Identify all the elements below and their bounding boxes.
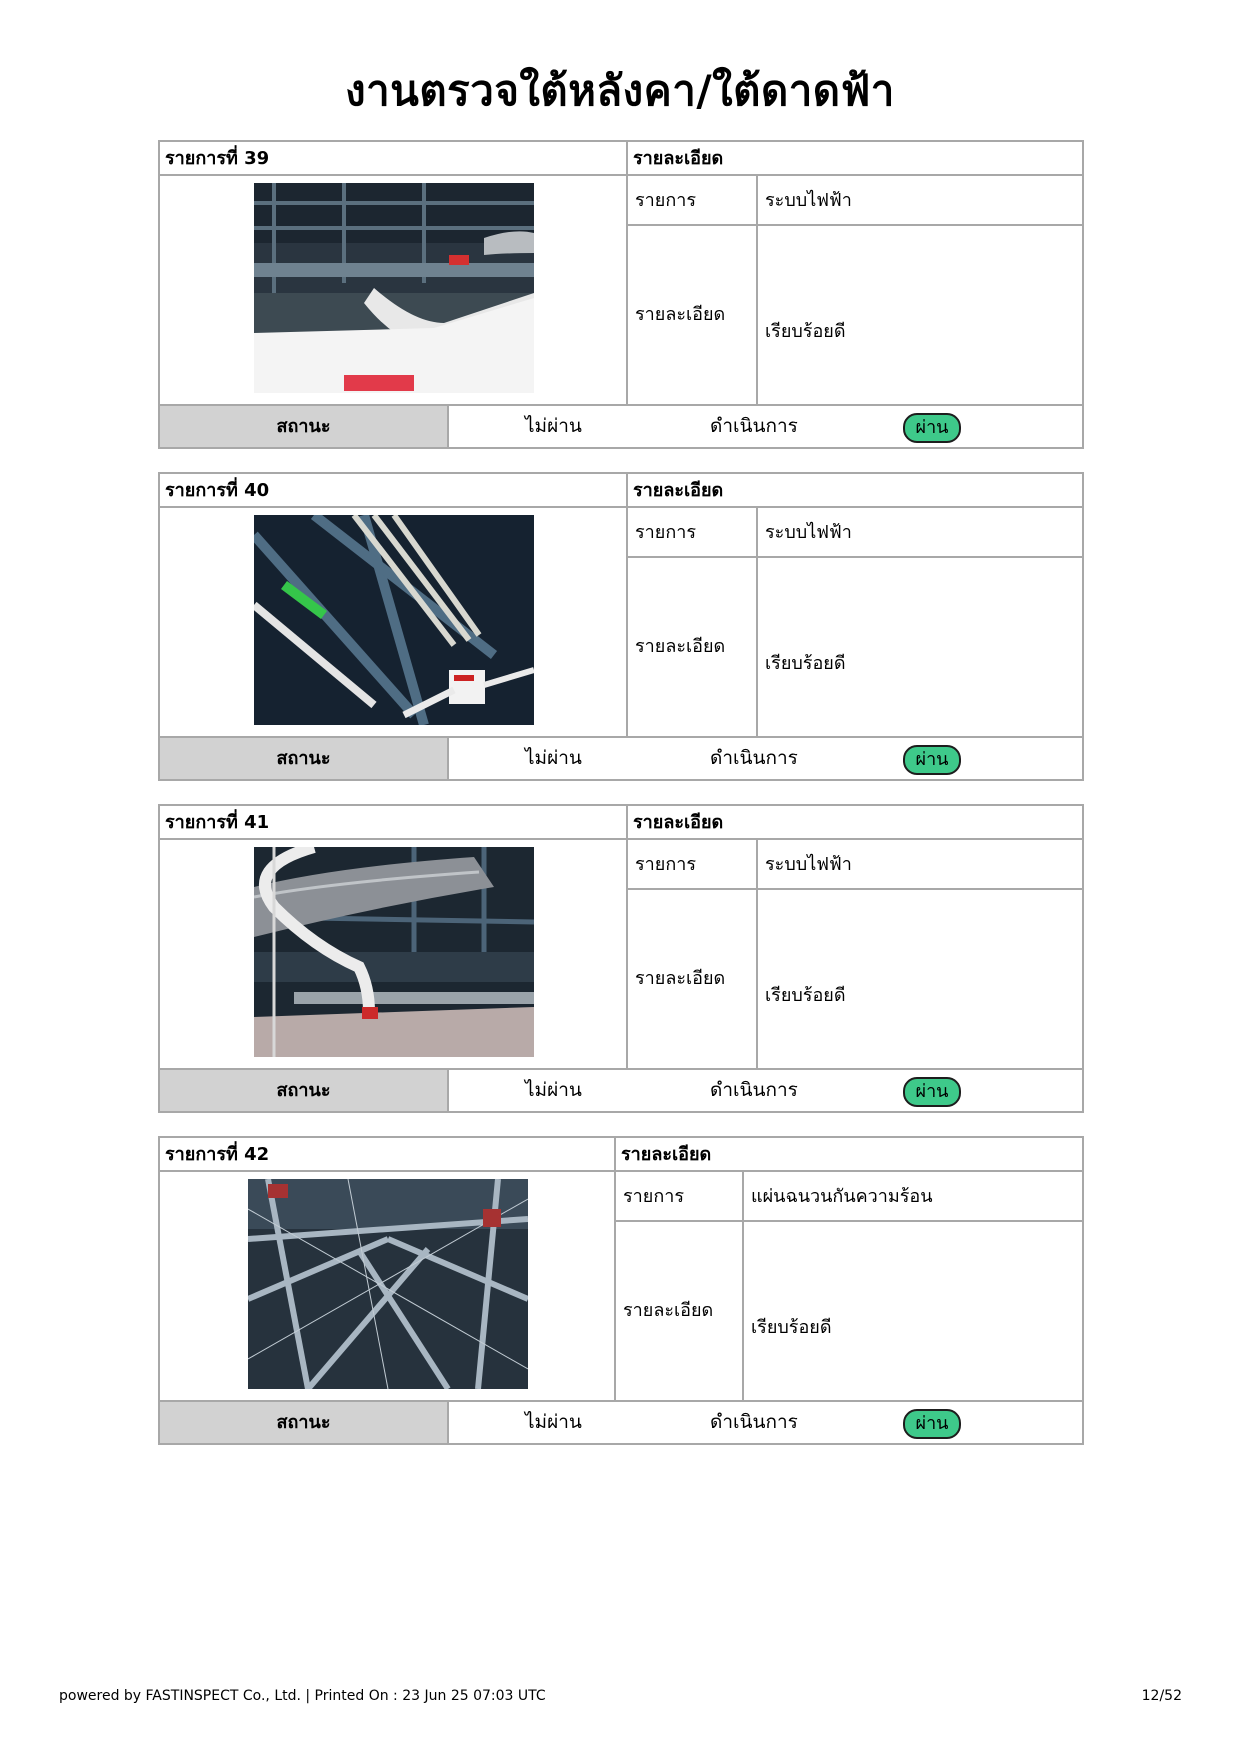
- item-value: ระบบไฟฟ้า: [758, 176, 1082, 226]
- detail-header: รายละเอียด: [628, 142, 1082, 176]
- inspection-photo[interactable]: [254, 515, 534, 725]
- status-row: [160, 736, 1082, 779]
- item-number-header: รายการที่ 41: [160, 806, 628, 840]
- item-label: รายการ: [628, 176, 758, 226]
- page-title: งานตรวจใต้หลังคา/ใต้ดาดฟ้า: [345, 66, 895, 115]
- item-value: แผ่นฉนวนกันความร้อน: [744, 1172, 1082, 1222]
- status-row: [160, 404, 1082, 447]
- inspection-item-card: [158, 140, 1084, 449]
- footer-credit: powered by FASTINSPECT Co., Ltd. | Printed On : 23 Jun 25 07:03 UTC: [59, 1688, 546, 1704]
- status-option-in-progress[interactable]: ดำเนินการ: [710, 1079, 798, 1101]
- item-label: รายการ: [628, 508, 758, 558]
- detail-value: เรียบร้อยดี: [765, 653, 846, 674]
- detail-value: เรียบร้อยดี: [751, 1317, 832, 1338]
- status-row: [160, 1400, 1082, 1443]
- detail-header: รายละเอียด: [628, 806, 1082, 840]
- photo-cell: [160, 1172, 616, 1400]
- inspection-item-card: [158, 804, 1084, 1113]
- detail-label: รายละเอียด: [628, 890, 758, 1068]
- inspection-photo[interactable]: [254, 847, 534, 1057]
- status-row: [160, 1068, 1082, 1111]
- photo-cell: [160, 176, 628, 404]
- inspection-item-card: [158, 472, 1084, 781]
- status-option-in-progress[interactable]: ดำเนินการ: [710, 747, 798, 769]
- item-label: รายการ: [628, 840, 758, 890]
- status-label: สถานะ: [160, 1402, 449, 1443]
- detail-value: เรียบร้อยดี: [765, 985, 846, 1006]
- detail-label: รายละเอียด: [628, 226, 758, 404]
- item-number-header: รายการที่ 42: [160, 1138, 616, 1172]
- status-label: สถานะ: [160, 1070, 449, 1111]
- item-label: รายการ: [616, 1172, 744, 1222]
- item-number-header: รายการที่ 39: [160, 142, 628, 176]
- status-option-fail[interactable]: ไม่ผ่าน: [525, 1079, 582, 1101]
- item-value: ระบบไฟฟ้า: [758, 840, 1082, 890]
- page-number: 12/52: [1141, 1688, 1182, 1704]
- item-number-header: รายการที่ 40: [160, 474, 628, 508]
- status-option-fail[interactable]: ไม่ผ่าน: [525, 747, 582, 769]
- detail-header: รายละเอียด: [616, 1138, 1082, 1172]
- status-label: สถานะ: [160, 406, 449, 447]
- inspection-item-card: [158, 1136, 1084, 1445]
- inspection-photo[interactable]: [254, 183, 534, 393]
- status-option-in-progress[interactable]: ดำเนินการ: [710, 415, 798, 437]
- status-option-in-progress[interactable]: ดำเนินการ: [710, 1411, 798, 1433]
- status-option-pass-selected[interactable]: ผ่าน: [903, 1409, 961, 1439]
- photo-cell: [160, 840, 628, 1068]
- detail-value: เรียบร้อยดี: [765, 321, 846, 342]
- inspection-photo[interactable]: [248, 1179, 528, 1389]
- status-option-pass-selected[interactable]: ผ่าน: [903, 1077, 961, 1107]
- status-label: สถานะ: [160, 738, 449, 779]
- item-value: ระบบไฟฟ้า: [758, 508, 1082, 558]
- detail-label: รายละเอียด: [616, 1222, 744, 1400]
- status-option-pass-selected[interactable]: ผ่าน: [903, 745, 961, 775]
- detail-header: รายละเอียด: [628, 474, 1082, 508]
- status-option-pass-selected[interactable]: ผ่าน: [903, 413, 961, 443]
- status-option-fail[interactable]: ไม่ผ่าน: [525, 1411, 582, 1433]
- status-option-fail[interactable]: ไม่ผ่าน: [525, 415, 582, 437]
- detail-label: รายละเอียด: [628, 558, 758, 736]
- photo-cell: [160, 508, 628, 736]
